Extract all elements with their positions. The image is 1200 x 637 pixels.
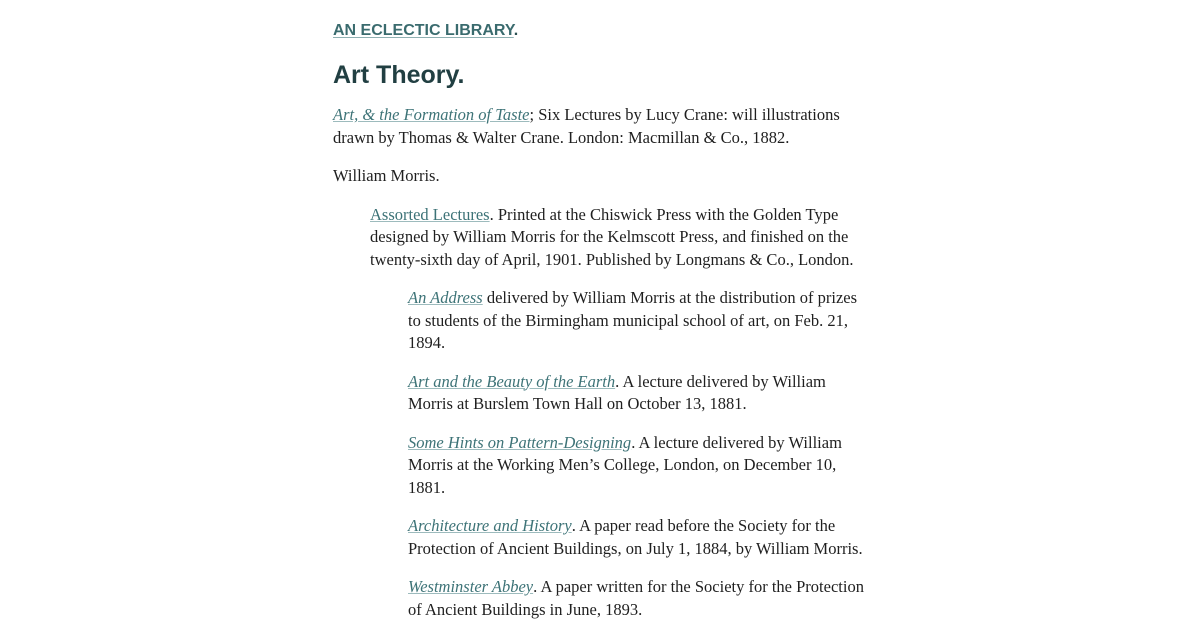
- lecture-description: . A lecture delivered by William Morris at the Working Men’s College, London, on December 10, 1881.: [408, 432, 842, 497]
- lecture-entry: [408, 432, 873, 500]
- book-entry: [333, 104, 873, 149]
- lecture-description: . A paper written for the Society for the Protection of Ancient Buildings in June, 1893.: [408, 577, 864, 619]
- site-header: [333, 20, 873, 42]
- lecture-entry: [408, 287, 873, 355]
- lecture-description: . A paper read before the Society for the Protection of Ancient Buildings, on July 1, 1884, by William Morris.: [408, 516, 863, 558]
- collection-description: . Printed at the Chiswick Press with the Golden Type designed by William Morris for the Kelmscott Press, and finished on the twenty-sixth day of April, 1901. Published by Longmans & Co., London.: [370, 204, 854, 269]
- site-link-suffix: .: [513, 22, 519, 39]
- lecture-title-link[interactable]: An Address: [408, 288, 483, 307]
- lecture-description: . A lecture delivered by William Morris at Burslem Town Hall on October 13, 1881.: [408, 371, 826, 413]
- collection-entry: [370, 204, 873, 272]
- lecture-entry: [408, 371, 873, 416]
- lecture-entry: [408, 515, 873, 560]
- book-title-link[interactable]: Art, & the Formation of Taste: [333, 105, 530, 124]
- author-name: William Morris.: [333, 166, 440, 185]
- lecture-title-link[interactable]: Art and the Beauty of the Earth: [408, 371, 616, 391]
- site-home-link[interactable]: AN ECLECTIC LIBRARY: [333, 22, 514, 39]
- lecture-entry: [408, 576, 873, 621]
- page-content: [333, 18, 873, 637]
- page-title: Art Theory.: [333, 61, 465, 89]
- lecture-title-link[interactable]: Some Hints on Pattern-Designing: [408, 432, 632, 452]
- lecture-title-link[interactable]: Architecture and History: [408, 516, 572, 535]
- collection-title-link[interactable]: Assorted Lectures: [370, 204, 490, 224]
- lecture-description: delivered by William Morris at the distribution of prizes to students of the Birmingham municipal school of art, on Feb. 21, 1894.: [408, 288, 858, 352]
- lecture-title-link[interactable]: Westminster Abbey: [408, 577, 534, 596]
- book-description: ; Six Lectures by Lucy Crane: will illustrations drawn by Thomas & Walter Crane. London: Macmillan & Co., 1882.: [333, 105, 840, 147]
